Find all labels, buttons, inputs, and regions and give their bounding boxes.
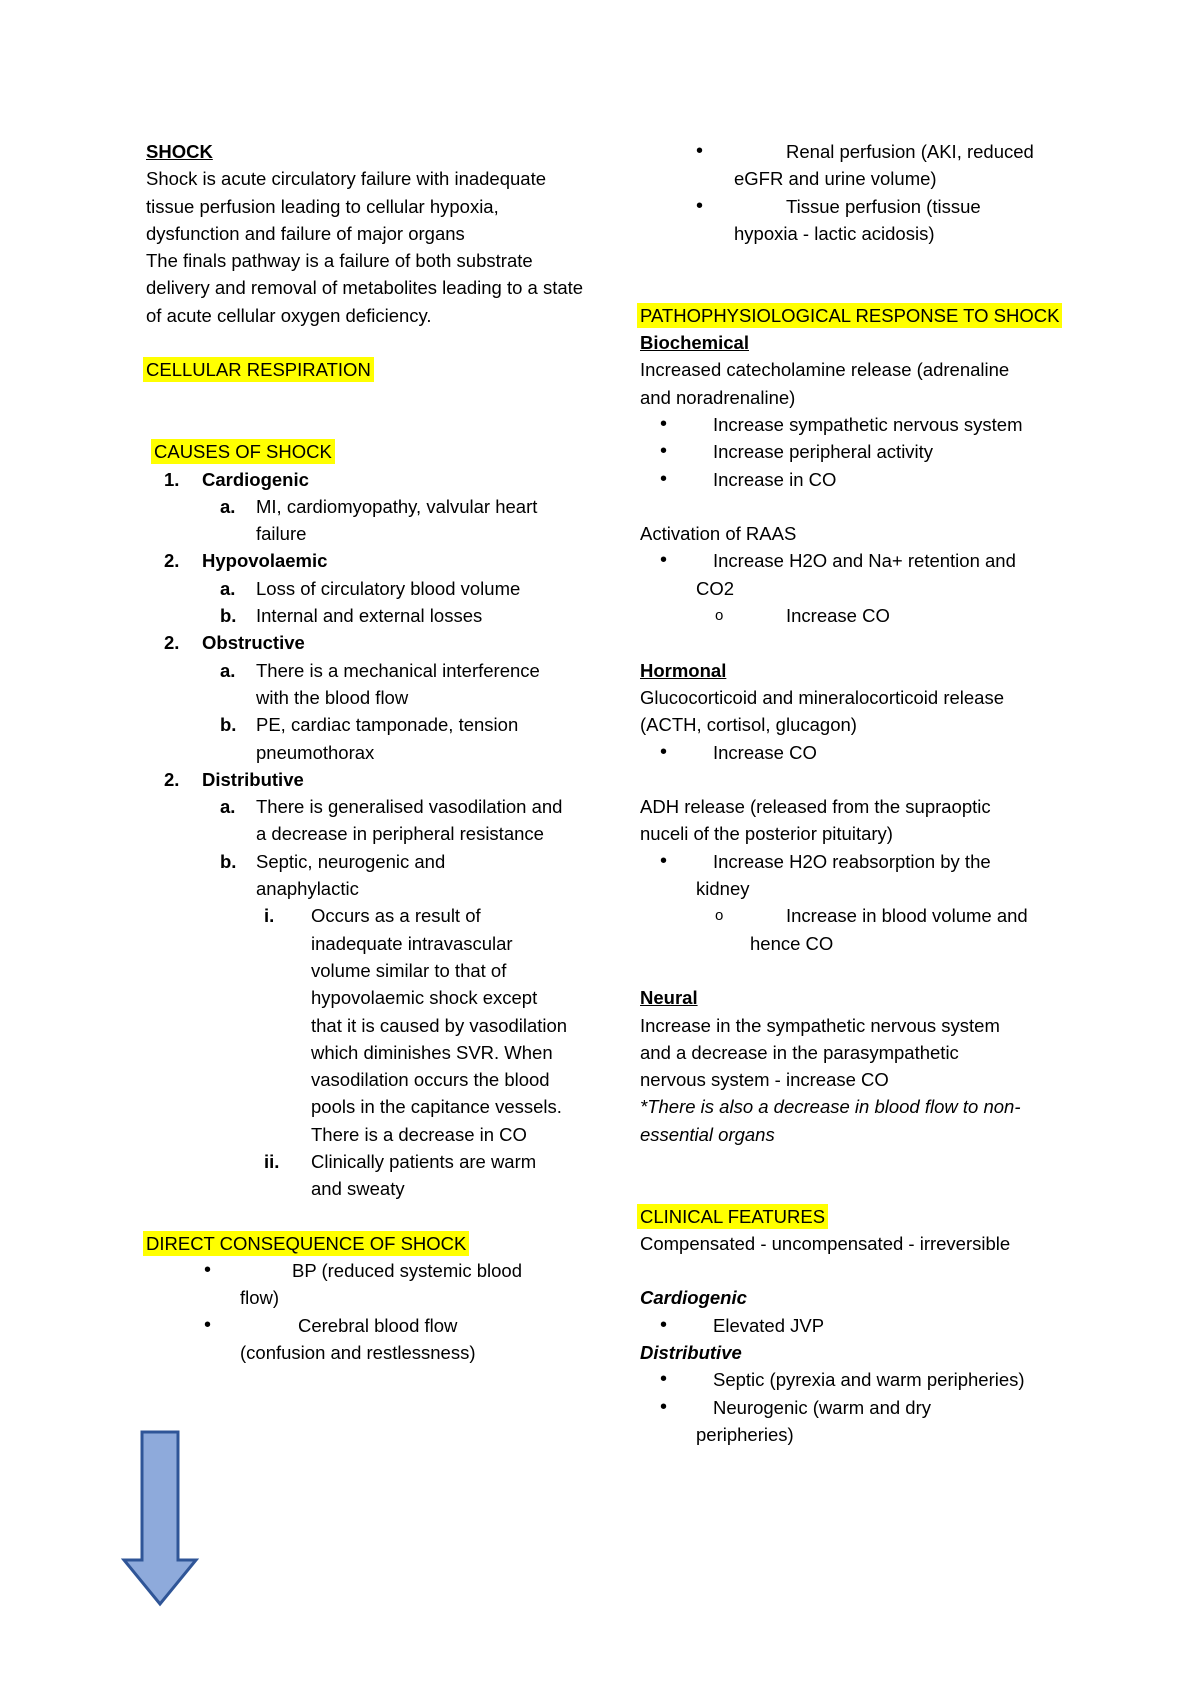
cause-hypovolaemic-a: a. Loss of circulatory blood volume bbox=[220, 577, 521, 599]
direct-consequence-heading: DIRECT CONSEQUENCE OF SHOCK bbox=[143, 1231, 469, 1256]
catechol-item-3: • Increase in CO bbox=[640, 466, 1070, 493]
bullet-icon: • bbox=[204, 1259, 212, 1282]
cardiogenic-subheading: Cardiogenic bbox=[640, 1287, 747, 1309]
neural-heading: Neural bbox=[640, 987, 698, 1009]
left-column bbox=[146, 138, 586, 1366]
bullet-icon: • bbox=[696, 194, 704, 217]
distributive-item-septic: • Septic (pyrexia and warm peripheries) bbox=[640, 1366, 1070, 1393]
direct-item-cerebral: • Cerebral blood flow (confusion and restlessness) bbox=[204, 1313, 476, 1364]
cause-distributive: 2. Distributive bbox=[164, 768, 304, 790]
cause-hypovolaemic-b: b. Internal and external losses bbox=[220, 605, 483, 627]
cause-distributive-a: a. There is generalised vasodilation and a decrease in peripheral resistance bbox=[220, 796, 563, 845]
circle-bullet-icon: o bbox=[715, 607, 724, 625]
adh-subitem: o Increase in blood volume and hence CO bbox=[640, 902, 1070, 957]
bullet-icon: • bbox=[660, 467, 668, 490]
adh-line-2: nuceli of the posterior pituitary) bbox=[640, 823, 893, 845]
neural-note: *There is also a decrease in blood flow to non- bbox=[640, 1096, 1021, 1118]
right-column bbox=[640, 138, 1070, 1448]
distributive-item-neurogenic: • Neurogenic (warm and dry peripheries) bbox=[660, 1395, 931, 1445]
cause-obstructive-a: a. There is a mechanical interference with the blood flow bbox=[220, 659, 540, 708]
cause-distributive-i: i. Occurs as a result of inadequate intravascular volume similar to that of hypovolaemic shock except that it is caused by vasodilation which diminishes SVR. When vasodilation occurs the blood pools in the capitance vessels. There is a decrease in CO bbox=[264, 905, 568, 1145]
bullet-icon: • bbox=[204, 1313, 212, 1336]
circle-bullet-icon: o bbox=[715, 907, 724, 925]
neural-line-3: nervous system - increase CO bbox=[640, 1069, 889, 1091]
bullet-icon: • bbox=[660, 549, 668, 572]
bullet-icon: • bbox=[660, 440, 668, 463]
cellular-respiration-heading: CELLULAR RESPIRATION bbox=[143, 357, 374, 382]
pathophysiological-heading: PATHOPHYSIOLOGICAL RESPONSE TO SHOCK bbox=[637, 303, 1062, 328]
hormonal-heading: Hormonal bbox=[640, 659, 727, 681]
catechol-item-2: • Increase peripheral activity bbox=[640, 438, 1070, 465]
bullet-icon: • bbox=[660, 1395, 668, 1418]
cause-cardiogenic: 1. Cardiogenic bbox=[164, 468, 309, 490]
catechol-item-1: • Increase sympathetic nervous system bbox=[640, 411, 1070, 438]
distributive-subheading: Distributive bbox=[640, 1342, 742, 1364]
raas-line: Activation of RAAS bbox=[640, 523, 797, 545]
raas-subitem: o Increase CO bbox=[640, 602, 1070, 629]
adh-line: ADH release (released from the supraoptic bbox=[640, 796, 991, 818]
direct-item-bp: • BP (reduced systemic blood flow) bbox=[204, 1259, 522, 1309]
cause-distributive-ii: ii. Clinically patients are warm and sweaty bbox=[264, 1150, 537, 1200]
shock-finals-pathway: The finals pathway is a failure of both substrate delivery and removal of metabolites leading to a state of acute cellular oxygen deficiency. bbox=[146, 250, 584, 326]
bullet-icon: • bbox=[660, 412, 668, 435]
gluco-item: • Increase CO bbox=[640, 739, 1070, 766]
biochemical-heading: Biochemical bbox=[640, 332, 749, 354]
neural-line-1: Increase in the sympathetic nervous system bbox=[640, 1014, 1000, 1036]
direct-item-tissue: • Tissue perfusion (tissue hypoxia - lactic acidosis) bbox=[696, 194, 981, 244]
glucocorticoid-line: Glucocorticoid and mineralocorticoid release bbox=[640, 686, 1005, 708]
doc-title: SHOCK bbox=[146, 141, 213, 162]
clinical-features-heading: CLINICAL FEATURES bbox=[637, 1204, 828, 1229]
bullet-icon: • bbox=[660, 1313, 668, 1336]
bullet-icon: • bbox=[696, 140, 704, 162]
causes-heading: CAUSES OF SHOCK bbox=[151, 439, 335, 464]
bullet-icon: • bbox=[660, 1368, 668, 1391]
cause-distributive-b: b. Septic, neurogenic and anaphylactic bbox=[220, 850, 446, 900]
raas-item: • Increase H2O and Na+ retention and CO2 bbox=[660, 549, 1016, 599]
down-arrow-icon bbox=[120, 1430, 200, 1610]
cause-hypovolaemic: 2. Hypovolaemic bbox=[164, 550, 328, 572]
adh-item: • Increase H2O reabsorption by the kidney bbox=[660, 849, 991, 900]
bullet-icon: • bbox=[660, 849, 668, 872]
direct-item-renal: • Renal perfusion (AKI, reduced eGFR and urine volume) bbox=[696, 140, 1034, 190]
catecholamine-line-2: and noradrenaline) bbox=[640, 386, 796, 408]
cardiogenic-item: • Elevated JVP bbox=[640, 1312, 1070, 1339]
shock-definition: Shock is acute circulatory failure with inadequate tissue perfusion leading to cellular hypoxia, dysfunction and failure of major organs bbox=[146, 168, 547, 244]
glucocorticoid-line-2: (ACTH, cortisol, glucagon) bbox=[640, 714, 857, 736]
cause-obstructive-b: b. PE, cardiac tamponade, tension pneumothorax bbox=[220, 714, 519, 763]
catecholamine-line: Increased catecholamine release (adrenaline bbox=[640, 359, 1010, 381]
clinical-stages-line: Compensated - uncompensated - irreversible bbox=[640, 1232, 1011, 1254]
cause-cardiogenic-a: a. MI, cardiomyopathy, valvular heart failure bbox=[220, 495, 538, 545]
bullet-icon: • bbox=[660, 740, 668, 763]
neural-line-2: and a decrease in the parasympathetic bbox=[640, 1041, 959, 1063]
cause-obstructive: 2. Obstructive bbox=[164, 632, 305, 654]
neural-note-2: essential organs bbox=[640, 1123, 775, 1145]
